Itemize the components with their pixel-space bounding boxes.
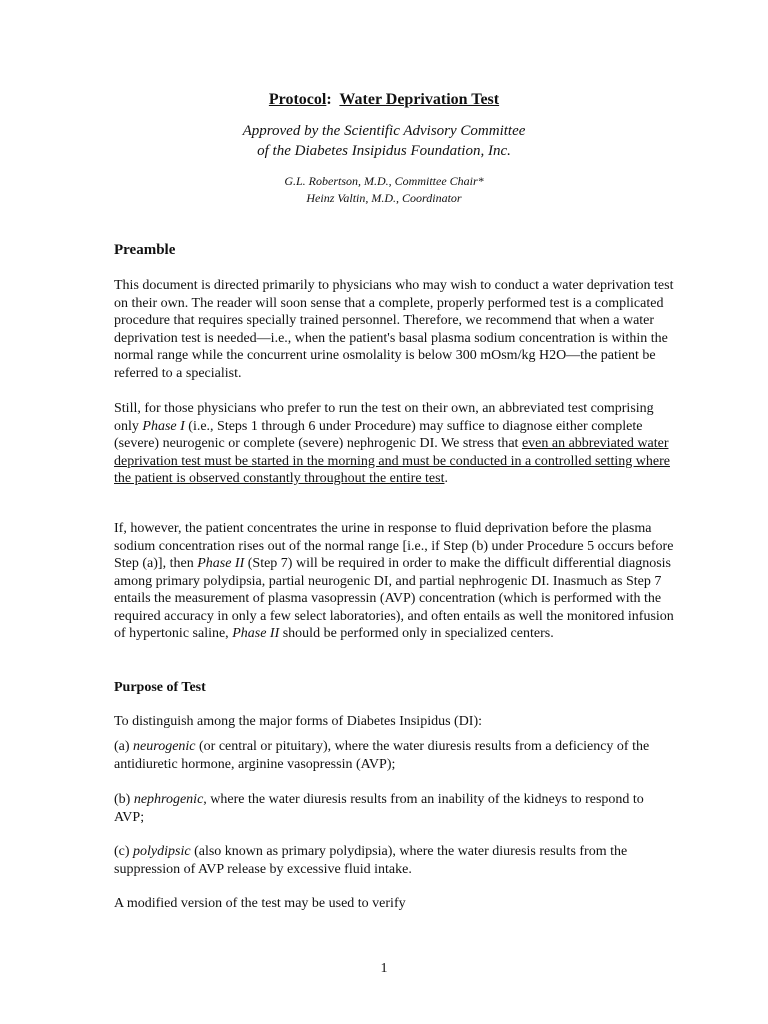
item-a-label: (a) — [114, 739, 134, 754]
phase-ii-term: Phase II — [197, 556, 245, 571]
item-c-term: polydipsic — [133, 844, 191, 859]
purpose-intro — [114, 713, 674, 731]
item-a-term: neurogenic — [133, 739, 196, 754]
item-b-term: nephrogenic — [133, 792, 204, 807]
preamble-p2-c: . — [444, 471, 448, 486]
item-a-text: (or central or pituitary), where the water diuresis results from a deficiency of the antidiuretic hormone, arginine vasopressin (AVP); — [114, 739, 650, 772]
page-number: 1 — [380, 961, 388, 976]
purpose-item-c — [114, 843, 674, 878]
preamble-paragraph-3 — [114, 520, 674, 643]
phase-i-term: Phase I — [142, 418, 185, 434]
preamble-p2-emphasis: even an abbreviated water deprivation test must be started in the morning and must be conducted in a controlled setting where the patient is observed constantly throughout the entire test — [114, 436, 670, 486]
item-c-text: (also known as primary polydipsia), where the water diuresis results from the suppression of AVP release by excessive fluid intake. — [114, 844, 628, 877]
title-prefix: Protocol — [268, 91, 327, 108]
preamble-heading: Preamble — [114, 242, 176, 258]
modified-version-text: A modified version of the test may be used to verify — [114, 896, 406, 911]
document-header — [0, 88, 768, 207]
purpose-modified-version — [114, 895, 674, 913]
approval-line-2: of the Diabetes Insipidus Foundation, Inc. — [257, 143, 511, 159]
item-c-label: (c) — [114, 844, 134, 859]
title-colon: : — [326, 91, 332, 108]
signer-coordinator: Heinz Valtin, M.D., Coordinator — [306, 191, 462, 205]
preamble-p3-b: (Step 7) will be required in order to make the difficult differential diagnosis among primary polydipsia, partial neurogenic DI, and partial nephrogenic DI. Inasmuch as Step 7 entails the measurement of plasma vasopressin (AVP) concentration (which is performed with the required accuracy in only a few select laboratories), and often entails as well the monitored infusion of hypertonic saline, — [114, 556, 674, 641]
purpose-item-a — [114, 738, 674, 773]
approval-line-1: Approved by the Scientific Advisory Committee — [242, 123, 526, 139]
signer-chair: G.L. Robertson, M.D., Committee Chair* — [284, 174, 484, 188]
item-b-label: (b) — [114, 792, 134, 807]
signers-block — [0, 173, 768, 207]
title-main: Water Deprivation Test — [339, 91, 500, 108]
preamble-p1-text: This document is directed primarily to physicians who may wish to conduct a water deprivation test on their own. The reader will soon sense that a complete, properly performed test is a complicated procedure that requires specially trained personnel. Therefore, we recommend that when a water deprivation test is needed—i.e., when the patient's basal plasma sodium concentration is within the normal range while the concurrent urine osmolality is below 300 mOsm/kg H2O—the patient be referred to a specialist. — [114, 278, 674, 381]
preamble-p2-a: Still, for those physicians who prefer to run the test on their own, an abbreviated test comprising only — [114, 401, 654, 434]
item-b-text: , where the water diuresis results from an inability of the kidneys to respond to AVP; — [114, 792, 644, 825]
preamble-p2-b: (i.e., Steps 1 through 6 under Procedure) may suffice to diagnose either complete (severe) neurogenic or complete (severe) nephrogenic DI. We stress that — [114, 418, 643, 451]
approval-statement — [0, 121, 768, 161]
preamble-p3-a: If, however, the patient concentrates the urine in response to fluid deprivation before the plasma sodium concentration rises out of the normal range [i.e., if Step (b) under Procedure 5 occurs before Step (a)], then — [114, 521, 674, 571]
purpose-heading: Purpose of Test — [114, 680, 206, 695]
preamble-p3-c: should be performed only in specialized centers. — [279, 626, 554, 641]
purpose-intro-text: To distinguish among the major forms of Diabetes Insipidus (DI): — [114, 714, 483, 729]
phase-ii-term-2: Phase II — [232, 626, 280, 641]
purpose-item-b — [114, 791, 674, 826]
preamble-paragraph-1 — [114, 277, 674, 382]
page-title — [0, 88, 768, 112]
preamble-paragraph-2 — [114, 400, 674, 488]
